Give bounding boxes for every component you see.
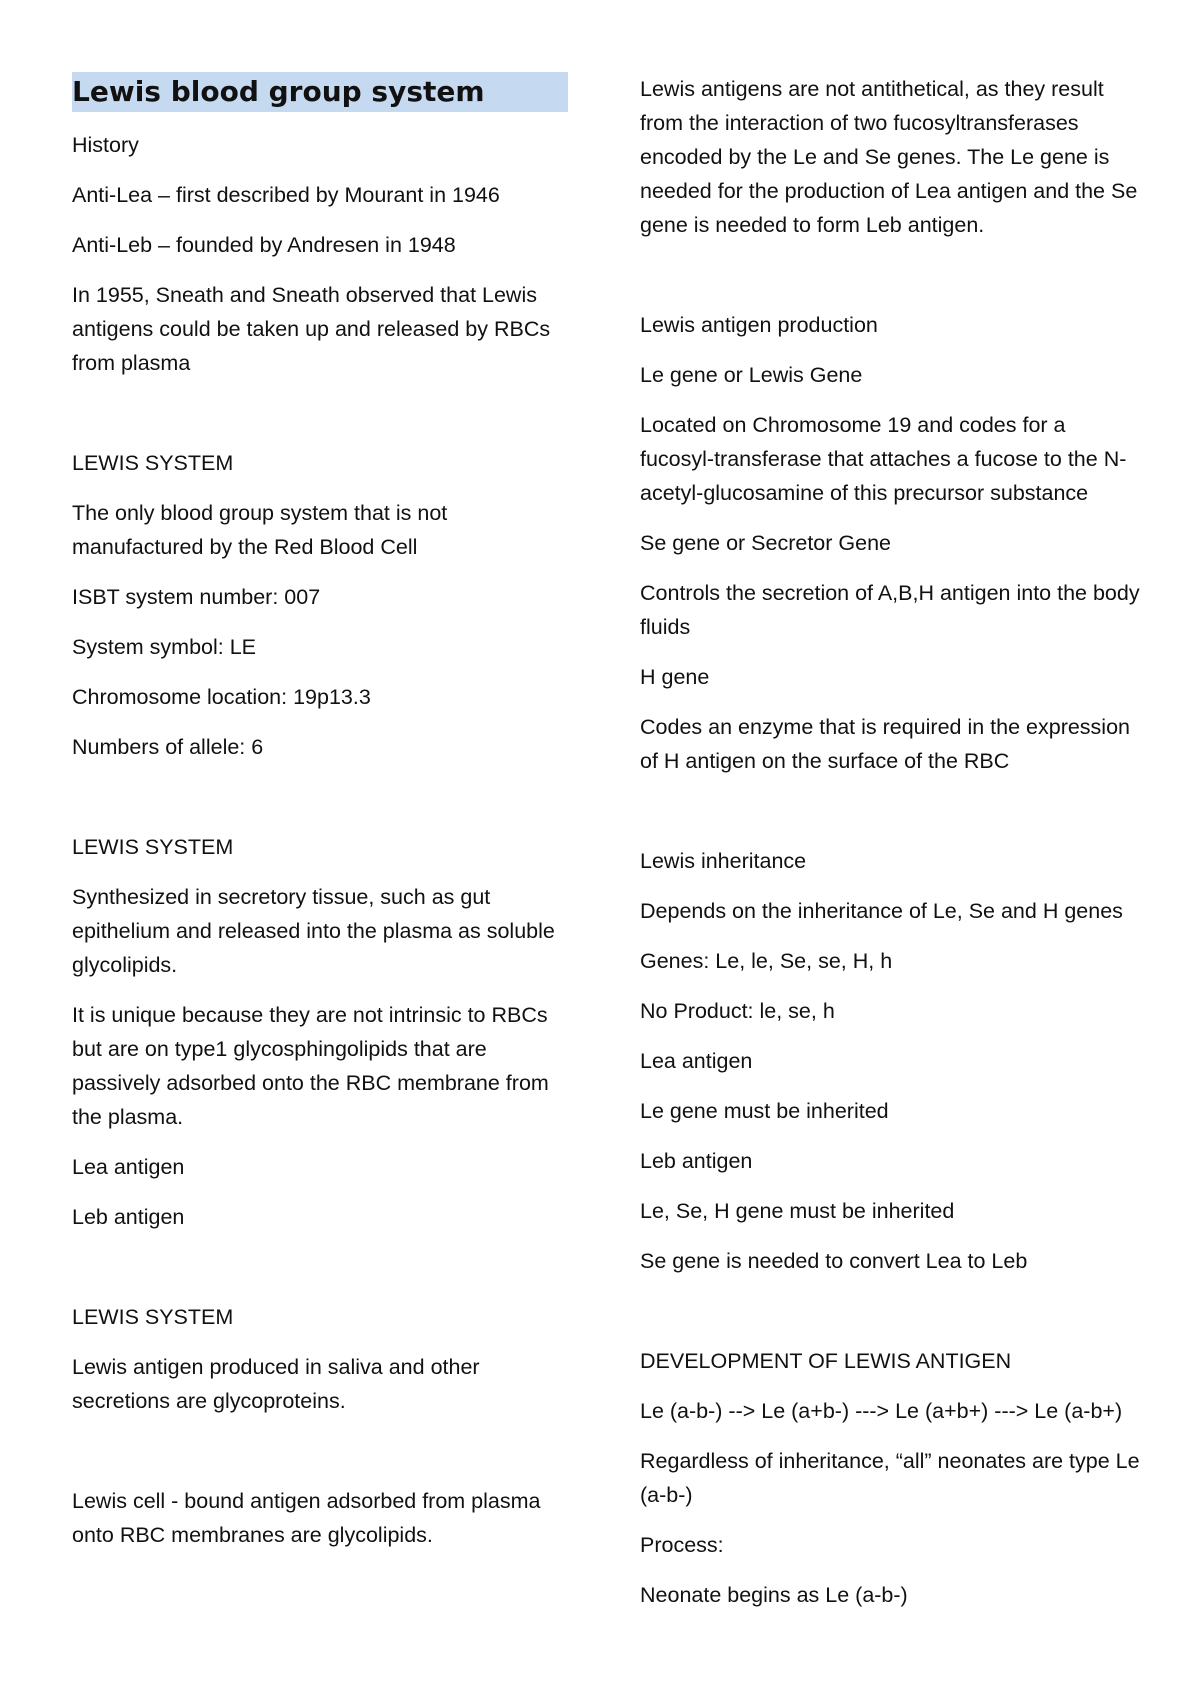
section-item: Depends on the inheritance of Le, Se and H genes: [640, 899, 1123, 923]
section-item: ISBT system number: 007: [72, 585, 321, 609]
history-item: Anti-Lea – first described by Mourant in 1946: [72, 183, 500, 207]
section-item: Le gene or Lewis Gene: [640, 363, 863, 387]
section-heading: Lewis antigen production: [640, 313, 878, 337]
spacer: [640, 1294, 1140, 1344]
section-item: Se gene is needed to convert Lea to Leb: [640, 1249, 1028, 1273]
section-item: Leb antigen: [640, 1149, 753, 1173]
section-item: H gene: [640, 665, 710, 689]
history-item: Anti-Leb – founded by Andresen in 1948: [72, 233, 456, 257]
section-item: Leb antigen: [72, 1205, 185, 1229]
history-item: In 1955, Sneath and Sneath observed that Lewis antigens could be taken up and released by RBCs from plasma: [72, 283, 551, 375]
section-item: Controls the secretion of A,B,H antigen into the body fluids: [640, 581, 1140, 639]
left-column: [72, 72, 572, 1568]
section-item: Chromosome location: 19p13.3: [72, 685, 371, 709]
section-item: Lea antigen: [640, 1049, 753, 1073]
section-item: Lewis cell - bound antigen adsorbed from plasma onto RBC membranes are glycolipids.: [72, 1489, 541, 1547]
section-item: Se gene or Secretor Gene: [640, 531, 891, 555]
section-item: Numbers of allele: 6: [72, 735, 264, 759]
section-item: It is unique because they are not intrinsic to RBCs but are on type1 glycosphingolipids that are passively adsorbed onto the RBC membrane from the plasma.: [72, 1003, 549, 1129]
section-item: Regardless of inheritance, “all” neonates are type Le (a-b-): [640, 1449, 1140, 1507]
history-label: History: [72, 133, 139, 157]
spacer: [72, 396, 572, 446]
spacer: [640, 258, 1140, 308]
spacer: [640, 794, 1140, 844]
section-heading: LEWIS SYSTEM: [72, 835, 234, 859]
section-item: Synthesized in secretory tissue, such as gut epithelium and released into the plasma as soluble glycolipids.: [72, 885, 555, 977]
section-item: Neonate begins as Le (a-b-): [640, 1583, 908, 1607]
section-item: Le (a-b-) --> Le (a+b-) ---> Le (a+b+) ---> Le (a-b+): [640, 1399, 1123, 1423]
spacer: [72, 1250, 572, 1300]
section-item: No Product: le, se, h: [640, 999, 835, 1023]
section-item: Lea antigen: [72, 1155, 185, 1179]
right-column: [640, 72, 1140, 1628]
page-title: Lewis blood group system: [72, 72, 568, 112]
section-item: Genes: Le, le, Se, se, H, h: [640, 949, 893, 973]
section-heading: DEVELOPMENT OF LEWIS ANTIGEN: [640, 1349, 1012, 1373]
section-heading: LEWIS SYSTEM: [72, 451, 234, 475]
section-item: System symbol: LE: [72, 635, 256, 659]
spacer: [72, 1434, 572, 1484]
section-item: Le, Se, H gene must be inherited: [640, 1199, 955, 1223]
section-item: Process:: [640, 1533, 724, 1557]
section-item: Codes an enzyme that is required in the expression of H antigen on the surface of the RBC: [640, 715, 1130, 773]
section-heading: LEWIS SYSTEM: [72, 1305, 234, 1329]
intro-paragraph: Lewis antigens are not antithetical, as they result from the interaction of two fucosyltransferases encoded by the Le and Se genes. The Le gene is needed for the production of Lea antigen and the Se gene is needed to form Leb antigen.: [640, 77, 1138, 237]
section-item: The only blood group system that is not manufactured by the Red Blood Cell: [72, 501, 448, 559]
section-item: Located on Chromosome 19 and codes for a fucosyl-transferase that attaches a fucose to the N-acetyl-glucosamine of this precursor substance: [640, 413, 1127, 505]
section-heading: Lewis inheritance: [640, 849, 807, 873]
spacer: [72, 780, 572, 830]
section-item: Le gene must be inherited: [640, 1099, 889, 1123]
section-item: Lewis antigen produced in saliva and other secretions are glycoproteins.: [72, 1355, 480, 1413]
